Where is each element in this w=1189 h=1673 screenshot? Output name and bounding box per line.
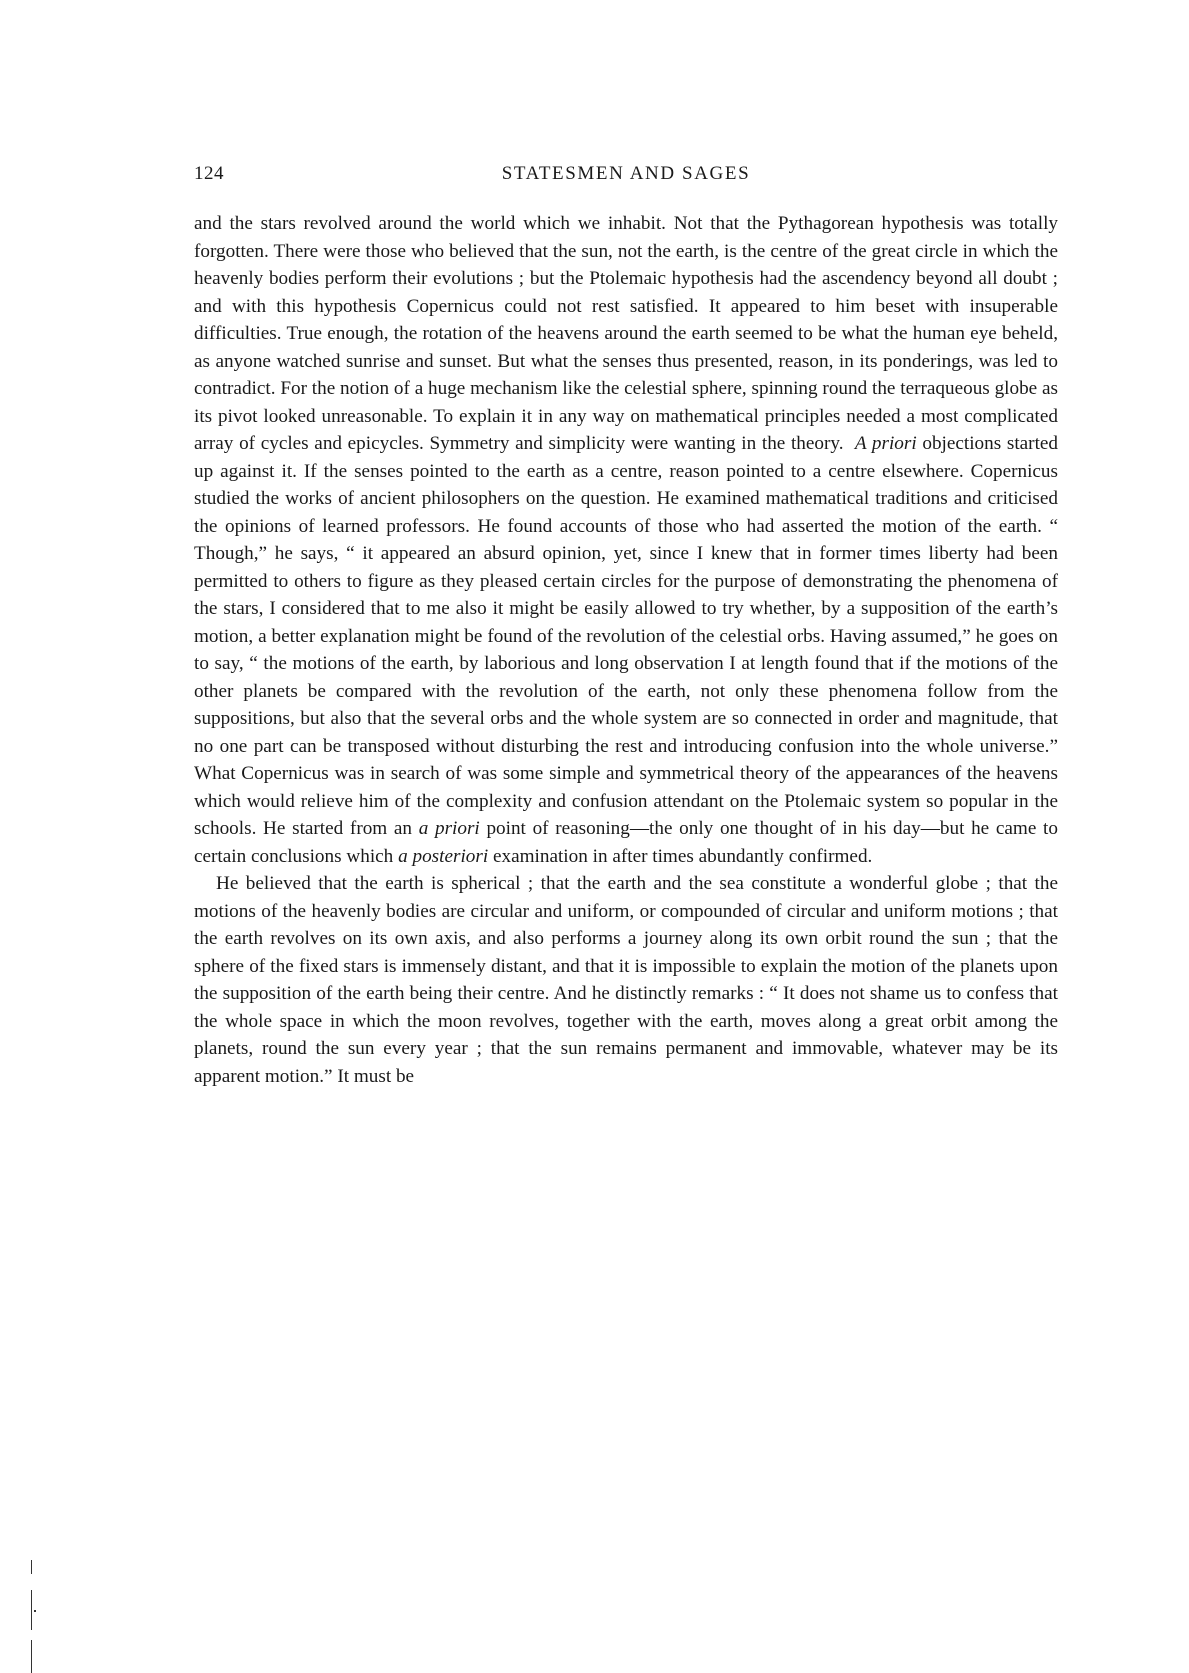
margin-dot-mark (34, 1610, 36, 1612)
running-title: STATESMEN AND SAGES (501, 163, 751, 184)
paragraph-1-text-a: and the stars revolved around the world which we inhabit. Not that the Pythagorean hypothesis was totally forgotten. There were those who believed that the sun, not the earth, is the centre of the great circle in which the heavenly bodies perform their evolutions ; but the Ptolemaic hypothesis had the ascendency beyond all doubt ; and with this hypothesis Copernicus could not rest satisfied. It appeared to him beset with insuperable difficulties. True enough, the rotation of the heavens around the earth seemed to be what the human eye beheld, as anyone watched sunrise and sunset. But what the senses thus presented, reason, in its ponderings, was led to contradict. For the notion of a huge mechanism like the celestial sphere, spinning round the terraqueous globe as its pivot looked unreasonable. To explain it in any way on mathematical principles needed a most complicated array of cycles and epicycles. Symmetry and simplicity were wanting in the theory. (194, 213, 1058, 454)
paragraph-1-text-b: objections started up against it. If the senses pointed to the earth as a centre, reason pointed to a centre elsewhere. Copernicus studied the works of ancient philosophers on the question. He examined mathematical traditions and criticised the opinions of learned professors. He found accounts of those who had asserted the motion of the earth. “ Though,” he says, “ it appeared an absurd opinion, yet, since I knew that in former times liberty had been permitted to others to figure as they pleased certain circles for the purpose of demonstrating the phenomena of the stars, I considered that to me also it might be easily allowed to try whether, by a supposition of the earth’s motion, a better explanation might be found of the revolution of the celestial orbs. Having assumed,” he goes on to say, “ the motions of the earth, by laborious and long observation I at length found that if the motions of the other planets be compared with the revolution of the earth, not only these phenomena follow from the suppositions, but also that the several orbs and the whole system are so connected in order and magnitude, that no one part can be transposed without disturbing the rest and introducing confusion into the whole universe.” What Copernicus was in search of was some simple and symmetrical theory of the appearances of the heavens which would relieve him of the complexity and confusion attendant on the Ptolemaic system so popular in the schools. He started from an (194, 433, 1059, 839)
italic-phrase-a-priori: A priori (854, 433, 917, 454)
page-number: 124 (194, 163, 224, 184)
margin-rule-mark (31, 1560, 32, 1574)
italic-phrase-a-priori-2: a priori (418, 818, 480, 839)
margin-rule-mark (31, 1590, 32, 1630)
italic-phrase-a-posteriori: a posteriori (398, 845, 489, 867)
margin-rule-mark (31, 1640, 32, 1673)
paragraph-1-text-c: point of reasoning—the only one thought of in his day—but he came to certain conclusions which (194, 818, 1058, 867)
paragraph-2: He believed that the earth is spherical ; that the earth and the sea constitute a wonderful globe ; that the motions of the heavenly bodies are circular and uniform, or compounded of circular and uniform motions ; that the earth revolves on its own axis, and also performs a journey along its own orbit round the sun ; that the sphere of the fixed stars is immensely distant, and that it is impossible to explain the motion of the planets upon the supposition of the earth being their centre. And he distinctly remarks : “ It does not shame us to confess that the whole space in which the moon revolves, together with the earth, moves along a great orbit among the planets, round the sun every year ; that the sun remains permanent and immovable, whatever may be its apparent motion.” It must be (194, 873, 1058, 1087)
running-head (194, 163, 1058, 193)
paragraph-1 (194, 210, 1058, 870)
paragraph-1-text-d: examination in after times abundantly confirmed. (488, 845, 873, 867)
body-text (194, 210, 1058, 1090)
